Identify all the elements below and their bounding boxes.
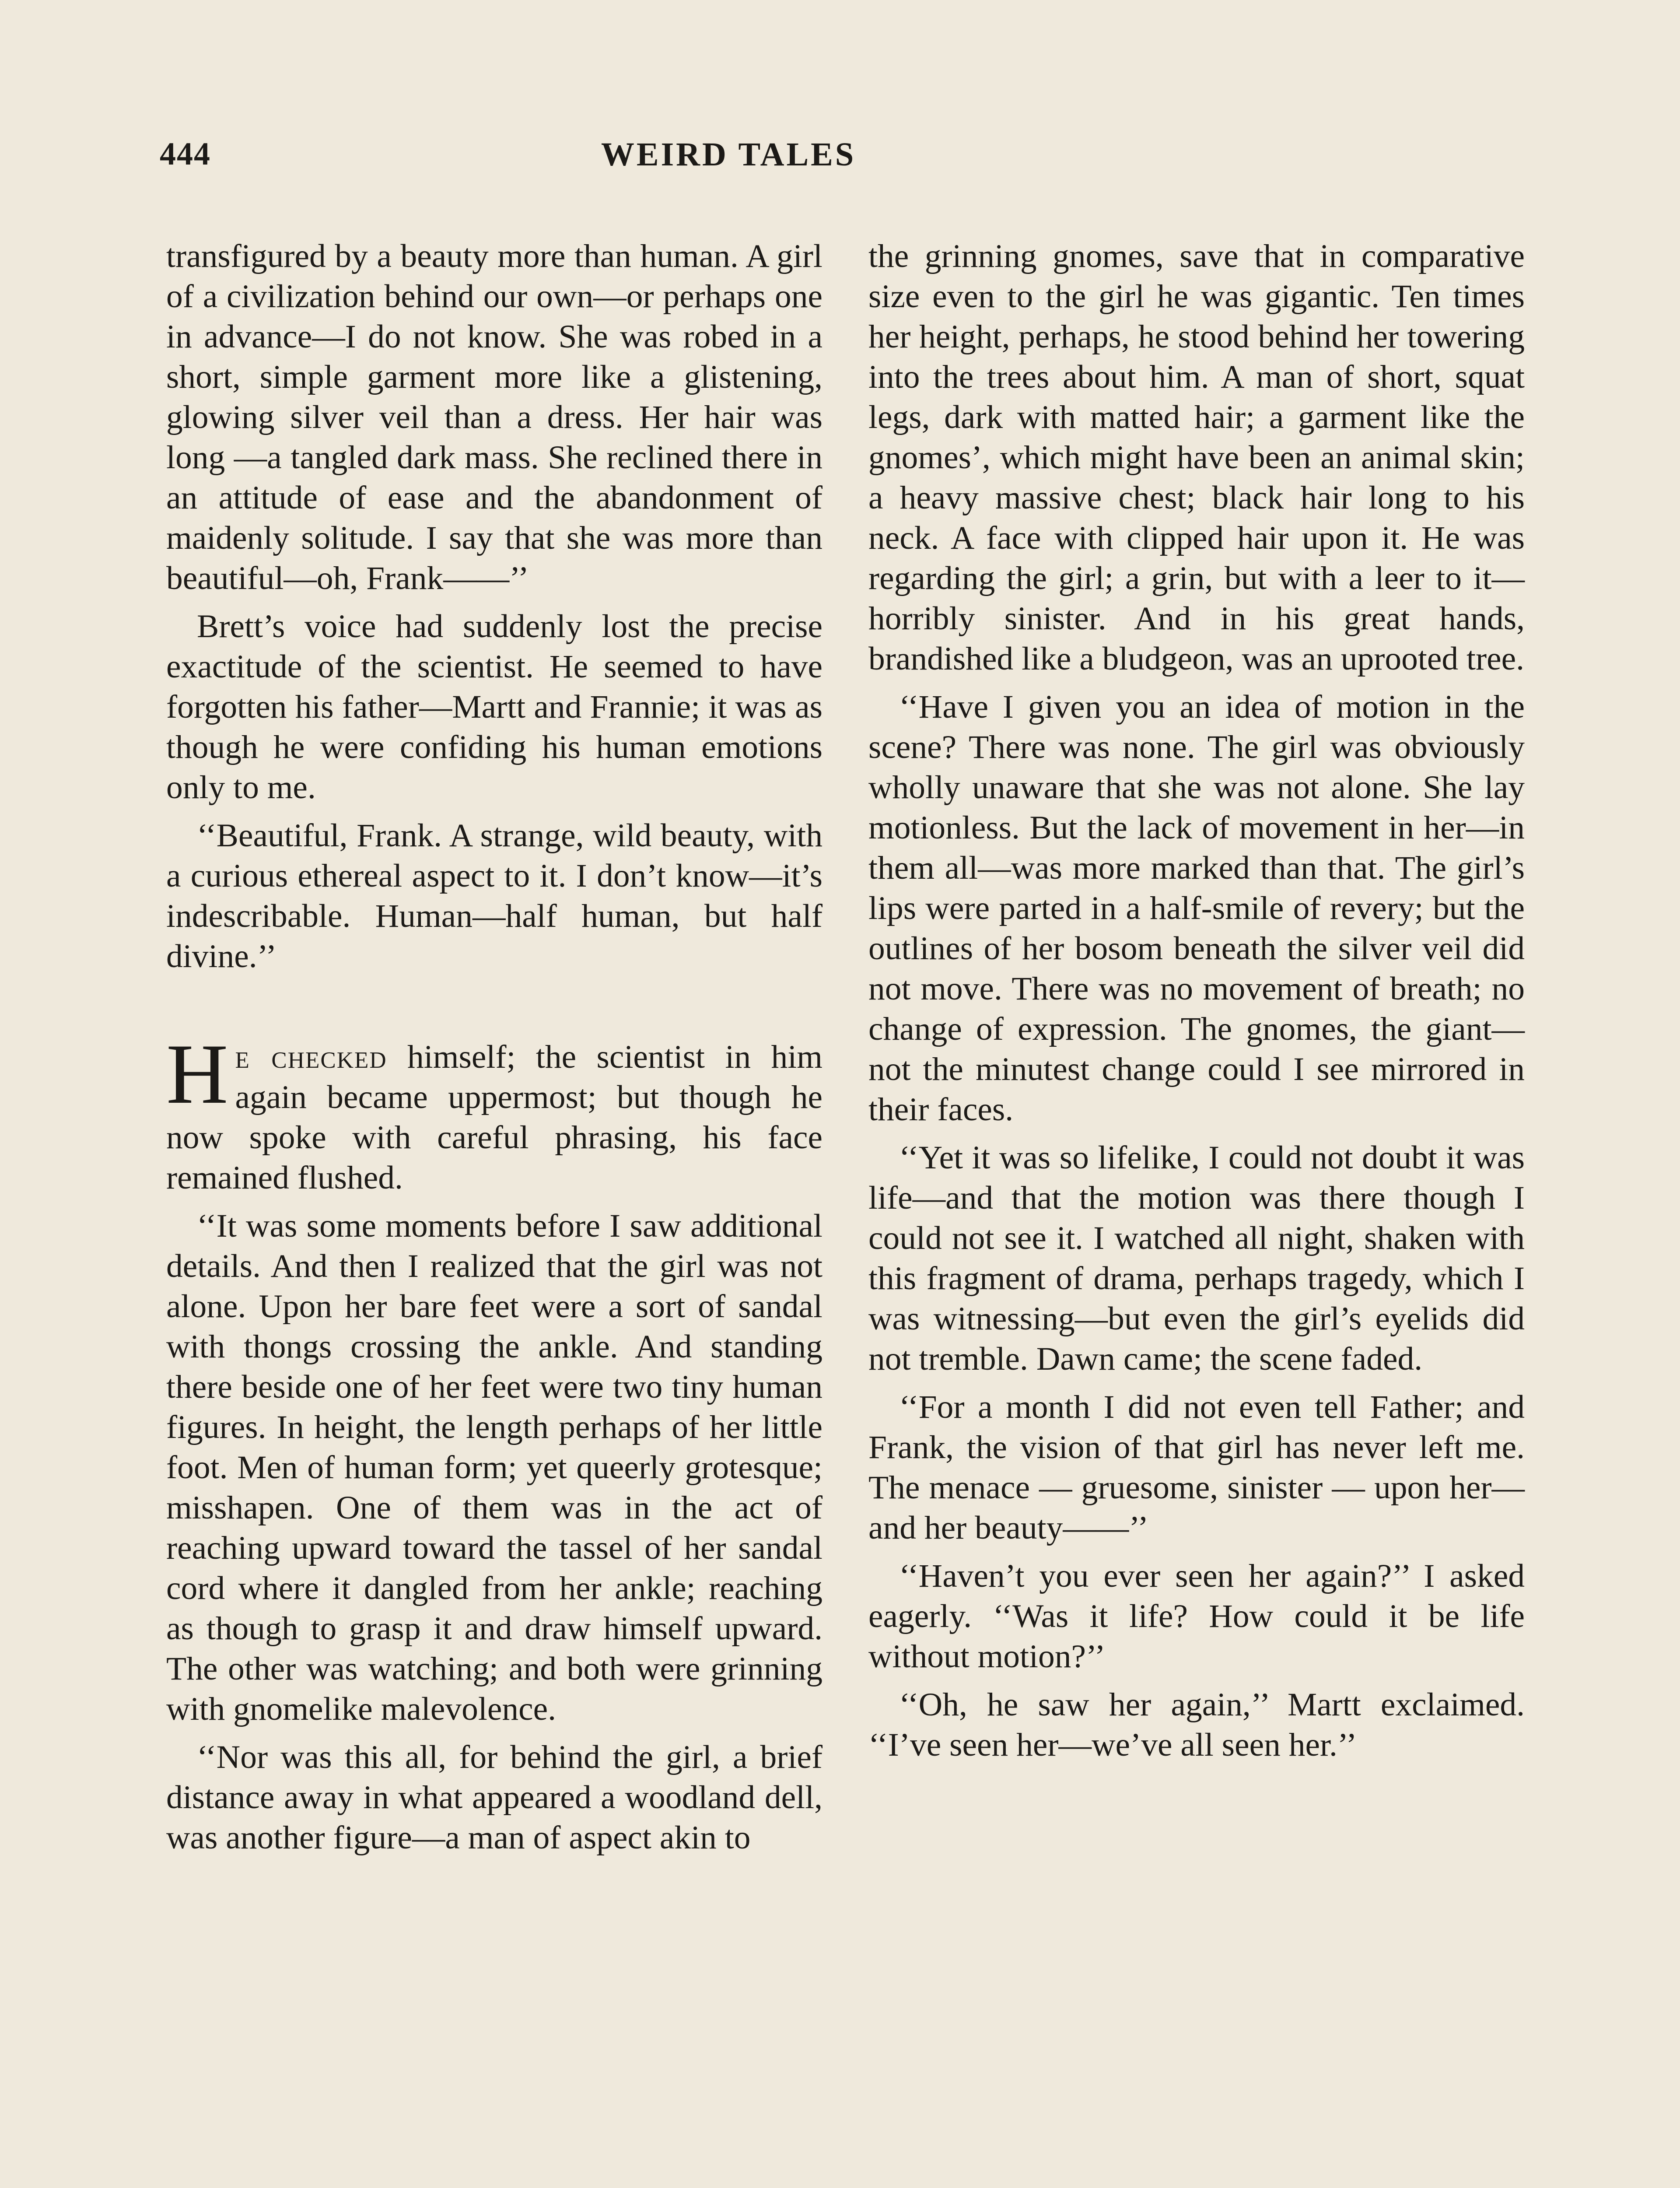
small-caps-lead: e checked [235, 1039, 387, 1075]
paragraph: Brett’s voice had suddenly lost the precise exactitude of the scientist. He seemed to have forgotten his father—Martt and Frannie; it was as though he were confiding his human emotions only to me. [166, 608, 822, 806]
paragraph: ‘‘Have I given you an idea of motion in the scene? There was none. The girl was obviously wholly unaware that she was not alone. She lay motionless. But the lack of movement in her—in them all—was more marked than that. The girl’s lips were parted in a half-smile of revery; but the outlines of her bosom beneath the silver veil did not move. There was no movement of breath; no change of expression. The gnomes, the giant—not the minutest change could I see mirrored in their faces. [868, 689, 1525, 1128]
paragraph: ‘‘It was some moments before I saw additional details. And then I realized that the girl was not alone. Upon her bare feet were a sort of sandal with thongs crossing the ankle. And standing there beside one of her feet were two tiny human figures. In height, the length perhaps of her little foot. Men of human form; yet queerly grotesque; misshapen. One of them was in the act of reaching upward toward the tassel of her sandal cord where it dangled from her ankle; reaching as though to grasp it and draw himself upward. The other was watching; and both were grinning with gnomelike malevolence. [166, 1208, 822, 1727]
right-column [868, 236, 1525, 1773]
paragraph: the grinning gnomes, save that in comparative size even to the girl he was gigantic. Ten times her height, perhaps, he stood behind her towering into the trees about him. A man of short, squat legs, dark with matted hair; a garment like the gnomes’, which might have been an animal skin; a heavy massive chest; black hair long to his neck. A face with clipped hair upon it. He was regarding the girl; a grin, but with a leer to it—horribly sinister. And in his great hands, brandished like a bludgeon, was an uprooted tree. [868, 238, 1525, 677]
page-header [160, 136, 1218, 188]
paragraph [166, 1027, 823, 1198]
paragraph: ‘‘Yet it was so lifelike, I could not doubt it was life—and that the motion was there though I could not see it. I watched all night, shaken with this fragment of drama, perhaps tragedy, which I was witnessing—but even the girl’s eyelids did not tremble. Dawn came; the scene faded. [868, 1140, 1525, 1377]
page-number: 444 [160, 136, 211, 172]
drop-cap: H [166, 1027, 228, 1122]
section-break [166, 985, 822, 1037]
running-title: WEIRD TALES [601, 136, 856, 173]
paragraph: ‘‘For a month I did not even tell Father; and Frank, the vision of that girl has never left me. The menace — gruesome, sinister — upon her—and her beauty——’’ [868, 1389, 1525, 1546]
paragraph: ‘‘Nor was this all, for behind the girl, a brief distance away in what appeared a woodland dell, was another figure—a man of aspect akin to [166, 1739, 822, 1856]
paragraph: ‘‘Haven’t you ever seen her again?’’ I asked eagerly. ‘‘Was it life? How could it be life without motion?’’ [868, 1558, 1525, 1675]
left-column [166, 236, 822, 1866]
paragraph: ‘‘Beautiful, Frank. A strange, wild beauty, with a curious ethereal aspect to it. I don’t know—it’s indescribable. Human—half human, but half divine.’’ [166, 817, 822, 975]
paragraph: ‘‘Oh, he saw her again,’’ Martt exclaimed. ‘‘I’ve seen her—we’ve all seen her.’’ [868, 1687, 1525, 1763]
paragraph-text: himself; the scientist in him again became uppermost; but though he now spoke with careful phrasing, his face remained flushed. [166, 1039, 823, 1196]
paragraph: transfigured by a beauty more than human. A girl of a civilization behind our own—or perhaps one in advance—I do not know. She was robed in a short, simple garment more like a glistening, glowing silver veil than a dress. Her hair was long —a tangled dark mass. She reclined there in an attitude of ease and the abandonment of maidenly solitude. I say that she was more than beautiful—oh, Frank——’’ [166, 238, 822, 596]
